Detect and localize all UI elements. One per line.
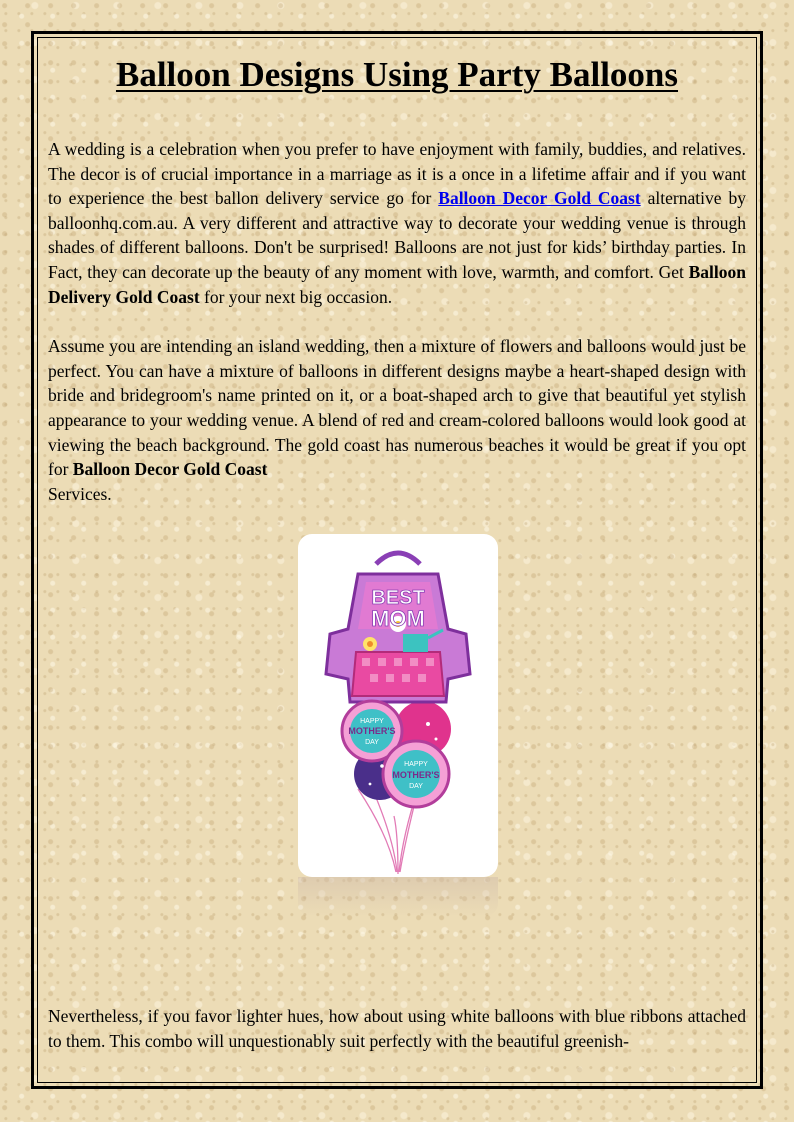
svg-text:HAPPY: HAPPY xyxy=(404,761,428,768)
svg-text:DAY: DAY xyxy=(365,739,379,746)
paragraph-intro: A wedding is a celebration when you prefer to have enjoyment with family, buddies, and relatives. The decor is of crucial importance in a marriage as it is a once in a lifetime affair and if you want to experience the best ballon delivery service go for Balloon Decor Gold Coast alternative by balloonhq.com.au. A very different and attractive way to decorate your wedding venue is through shades of different balloons. Don't be surprised! Balloons are not just for kids’ birthday parties. In Fact, they can decorate up the beauty of any moment with love, warmth, and comfort. Get Balloon Delivery Gold Coast for your next big occasion. xyxy=(48,139,746,307)
svg-text:DAY: DAY xyxy=(409,783,423,790)
balloon-bouquet-illustration xyxy=(298,534,498,877)
apron-text-best: BEST xyxy=(371,587,425,609)
page-title: Balloon Designs Using Party Balloons xyxy=(115,55,679,94)
paragraph-lighter-hues: Nevertheless, if you favor lighter hues, how about using white balloons with blue ribbons attached to them. This combo will unquestionably suit perfectly with the beautiful greenish- xyxy=(48,1006,746,1051)
image-shadow xyxy=(298,877,498,917)
svg-text:HAPPY: HAPPY xyxy=(360,718,384,725)
svg-text:MOTHER'S: MOTHER'S xyxy=(348,726,396,736)
bold-keyword: Balloon Decor Gold Coast xyxy=(72,459,268,480)
svg-text:MOTHER'S: MOTHER'S xyxy=(392,770,440,780)
balloon-decor-link[interactable]: Balloon Decor Gold Coast xyxy=(438,188,641,209)
apron-text-mom: MOM xyxy=(371,606,425,631)
paragraph-island-wedding: Assume you are intending an island wedding, then a mixture of flowers and balloons would just be perfect. You can have a mixture of balloons in different designs maybe a heart-shaped design with bride and bridegroom's name printed on it, or a boat-shaped arch to give that beautiful yet stylish appearance to your wedding venue. A blend of red and cream-colored balloons would look good at viewing the beach background. The gold coast has numerous beaches it would be great if you opt for Balloon Decor Gold Coast Services. xyxy=(48,336,746,504)
mothers-day-balloon-image xyxy=(298,534,498,877)
bold-keyword: Balloon Delivery Gold Coast xyxy=(48,261,746,307)
document-body xyxy=(48,48,746,1051)
